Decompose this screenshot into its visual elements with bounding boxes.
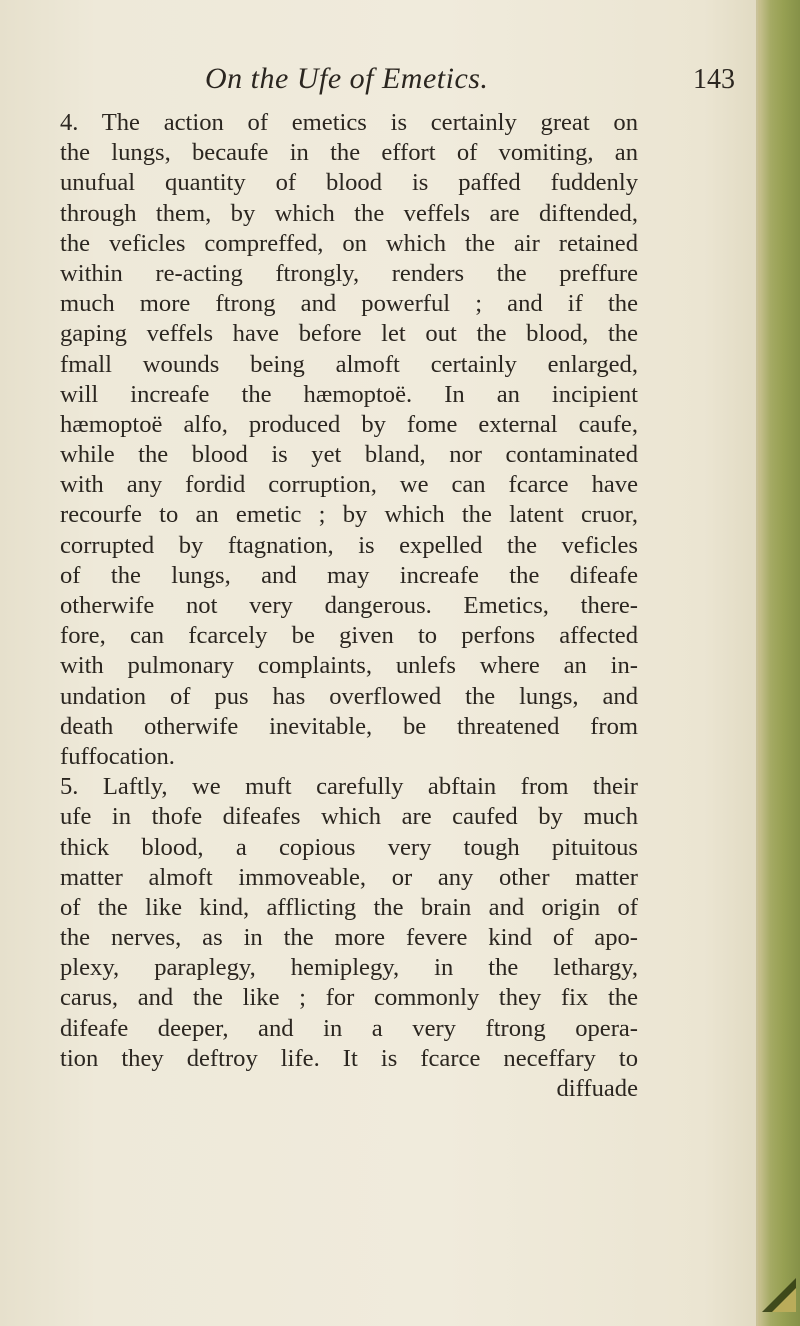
text-line: through them, by which the veffels are diftended,	[60, 199, 638, 227]
text-line: while the blood is yet bland, nor contaminated	[60, 441, 638, 469]
text-line: fmall wounds being almoft certainly enlarged,	[60, 350, 638, 378]
text-line: undation of pus has overflowed the lungs, and	[60, 682, 638, 710]
running-header	[50, 62, 735, 108]
text-line: the nerves, as in the more fevere kind of apo-	[60, 924, 638, 952]
text-line: much more ftrong and powerful ; and if the	[60, 290, 638, 318]
text-line: 4. The action of emetics is certainly great on	[60, 109, 638, 136]
text-line: corrupted by ftagnation, is expelled the veficles	[60, 531, 638, 559]
text-line: unufual quantity of blood is paffed fuddenly	[60, 169, 638, 197]
text-line: fuffocation.	[60, 742, 175, 770]
text-line: of the lungs, and may increafe the difeafe	[60, 561, 638, 589]
text-line: carus, and the like ; for commonly they fix the	[60, 984, 638, 1012]
text-line: will increafe the hæmoptoë. In an incipient	[60, 380, 638, 408]
text-line: recourfe to an emetic ; by which the latent cruor,	[60, 501, 638, 529]
binding-edge	[758, 0, 800, 1326]
text-line: gaping veffels have before let out the blood, the	[60, 320, 638, 348]
page-corner-mark-icon	[762, 1278, 796, 1312]
text-line: the lungs, becaufe in the effort of vomiting, an	[60, 139, 638, 167]
text-line: with pulmonary complaints, unlefs where an in-	[60, 652, 638, 680]
text-line: tion they deftroy life. It is fcarce neceffary to	[60, 1044, 638, 1072]
text-line: thick blood, a copious very tough pituitous	[60, 833, 638, 861]
page-number: 143	[693, 64, 735, 95]
catchword: diffuade	[556, 1075, 638, 1102]
running-title: On the Ufe of Emetics.	[205, 62, 489, 95]
text-line: within re-acting ftrongly, renders the preffure	[60, 259, 638, 287]
text-line: hæmoptoë alfo, produced by fome external caufe,	[60, 410, 638, 438]
text-line: ufe in thofe difeafes which are caufed by much	[60, 803, 638, 831]
text-line: matter almoft immoveable, or any other matter	[60, 863, 638, 891]
text-line: difeafe deeper, and in a very ftrong opera-	[60, 1014, 638, 1042]
text-line: death otherwife inevitable, be threatened from	[60, 712, 638, 740]
text-line: the veficles compreffed, on which the air retained	[60, 229, 638, 257]
text-line: plexy, paraplegy, hemiplegy, in the lethargy,	[60, 954, 638, 982]
page-text	[50, 62, 750, 1104]
text-line: fore, can fcarcely be given to perfons affected	[60, 622, 638, 650]
text-line: of the like kind, afflicting the brain and origin of	[60, 893, 638, 921]
text-line: with any fordid corruption, we can fcarce have	[60, 471, 638, 499]
text-line: otherwife not very dangerous. Emetics, there-	[60, 592, 638, 619]
text-line: 5. Laftly, we muft carefully abftain from their	[60, 773, 638, 801]
